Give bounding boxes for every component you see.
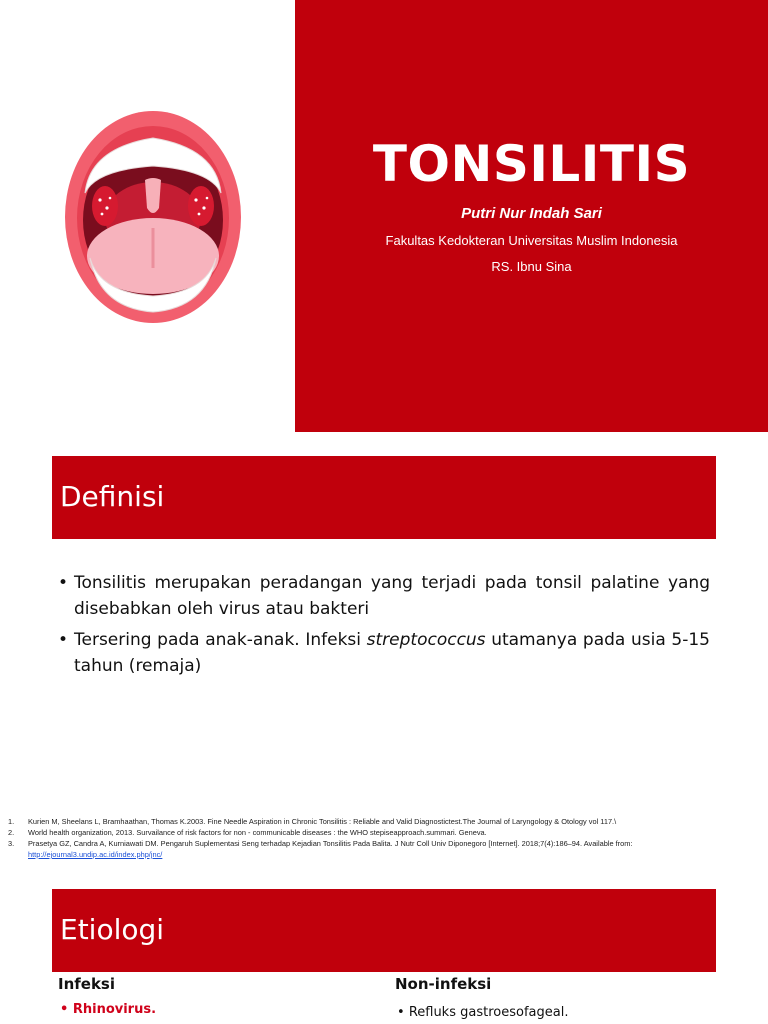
etiologi-heading: Etiologi [60,913,165,946]
infeksi-column-heading: Infeksi [58,975,116,993]
definisi-header-bar [52,456,716,539]
definisi-bullet-1 [58,570,710,622]
reference-link[interactable]: http://ejournal3.undip.ac.id/index.php/jnc/ [28,850,163,859]
reference-item [8,827,756,838]
title-slide [0,0,768,440]
reference-item [8,816,756,827]
definisi-bullet-2 [58,627,710,679]
non-infeksi-column-heading: Non-infeksi [395,975,492,993]
presentation-title: TONSILITIS [372,135,691,193]
etiologi-header-bar [52,889,716,972]
title-panel [295,0,768,432]
infeksi-item-text: Rhinovirus. [72,1002,157,1017]
reference-text: Prasetya GZ, Candra A, Kurniawati DM. Pengaruh Suplementasi Seng terhadap Kejadian Tonsilitis Pada Balita. J Nutr Coll Univ Diponegoro [Internet]. 2018;7(4):186–94. Available from: [28,839,633,848]
reference-number: 2. [8,828,15,837]
bullet-dot: • [397,1005,405,1020]
definisi-heading: Definisi [60,480,165,513]
reference-text: Kurien M, Sheelans L, Bramhaathan, Thomas K.2003. Fine Needle Aspiration in Chronic Tonsilitis : Reliable and Valid Diagnostictest.The Journal of Laryngology & Otology vol 117.\ [28,817,617,826]
author-name: Putri Nur Indah Sari [461,205,602,222]
bullet-text: Tersering pada anak-anak. Infeksi [74,630,367,650]
reference-number: 1. [8,817,15,826]
non-infeksi-item [397,1005,568,1020]
definisi-bullet-list [58,570,710,684]
bullet-italic-term: streptococcus [366,630,486,650]
bullet-text-end: utamanya pada usia 5-15 tahun (remaja) [74,630,710,676]
reference-list [8,816,756,860]
bullet-dot: • [58,573,69,593]
bullet-dot: • [60,1002,69,1017]
open-mouth-tonsils-illustration [60,108,246,326]
bullet-dot: • [58,630,69,650]
non-infeksi-item-text: Refluks gastroesofageal. [408,1005,569,1020]
infeksi-item [60,1002,156,1017]
bullet-text: Tonsilitis merupakan peradangan yang terjadi pada tonsil palatine yang disebabkan oleh virus atau bakteri [74,573,710,619]
reference-number: 3. [8,839,15,848]
reference-item [8,838,756,860]
reference-text: World health organization, 2013. Survailance of risk factors for non - communicable diseases : the WHO stepiseapproach.summari. Geneva. [28,828,487,837]
hospital-name: RS. Ibnu Sina [491,259,572,274]
faculty-name: Fakultas Kedokteran Universitas Muslim Indonesia [385,233,678,248]
